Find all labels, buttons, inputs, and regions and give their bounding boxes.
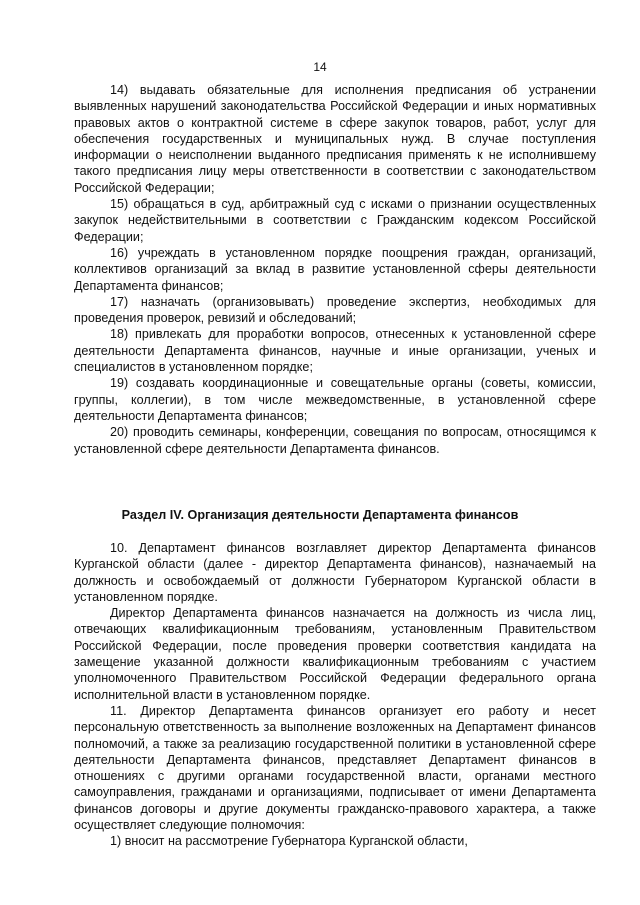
section-body (74, 540, 596, 850)
list-item: 18) привлекать для проработки вопросов, отнесенных к установленной сфере деятельности Департамента финансов, научные и иные организации, ученых и специалистов в установленном порядке; (74, 327, 596, 375)
section-heading: Раздел IV. Организация деятельности Департамента финансов (121, 508, 519, 522)
paragraph: Директор Департамента финансов назначается на должность из числа лиц, отвечающих квалификационным требованиям, установленным Правительством Российской Федерации, после проведения проверки соответствия кандидата на замещение указанной должности квалификационным требованиям с участием уполномоченного Правительством Российской Федерации федерального органа исполнительной власти в установленном порядке. (74, 606, 596, 702)
list-item: 19) создавать координационные и совещательные органы (советы, комиссии, группы, коллегии), в том числе межведомственные, в установленной сфере деятельности Департамента финансов; (74, 376, 596, 423)
paragraph: 11. Директор Департамента финансов организует его работу и несет персональную ответственность за выполнение возложенных на Департамент финансов полномочий, а также за реализацию государственной политики в установленной сфере деятельности Департамента финансов, представляет Департамент финансов в отношениях с другими органами государственной власти, органами местного самоуправления, гражданами и организациями, подписывает от имени Департамента финансов договоры и другие документы гражданско-правового характера, а также осуществляет следующие полномочия: (74, 703, 596, 833)
list-item: 20) проводить семинары, конференции, совещания по вопросам, относящимся к установленной сфере деятельности Департамента финансов. (74, 425, 596, 456)
page-number: 14 (313, 60, 327, 74)
paragraph: 10. Департамент финансов возглавляет директор Департамента финансов Курганской области (далее - директор Департамента финансов), назначаемый на должность и освобождаемый от должности Губернатором Курганской области в установленном порядке. (74, 541, 596, 604)
paragraph: 1) вносит на рассмотрение Губернатора Курганской области, (110, 834, 468, 849)
list-item: 16) учреждать в установленном порядке поощрения граждан, организаций, коллективов организаций за вклад в развитие установленной сферы деятельности Департамента финансов; (74, 245, 596, 293)
list-item: 15) обращаться в суд, арбитражный суд с исками о признании осуществленных закупок недействительными в соответствии с Гражданским кодексом Российской Федерации; (74, 197, 596, 244)
powers-list (74, 82, 596, 457)
list-item: 17) назначать (организовывать) проведение экспертиз, необходимых для проведения проверок, ревизий и обследований; (74, 294, 596, 326)
list-item: 14) выдавать обязательные для исполнения предписания об устранении выявленных нарушений законодательства Российской Федерации и иных нормативных правовых актов о контрактной системе в сфере закупок товаров, работ, услуг для обеспечения государственных и муниципальных нужд. В случае поступления информации о неисполнении выданного предписания применять к не исполнившему такого предписания лицу меры ответственности в соответствии с законодательством Российской Федерации; (74, 83, 596, 195)
